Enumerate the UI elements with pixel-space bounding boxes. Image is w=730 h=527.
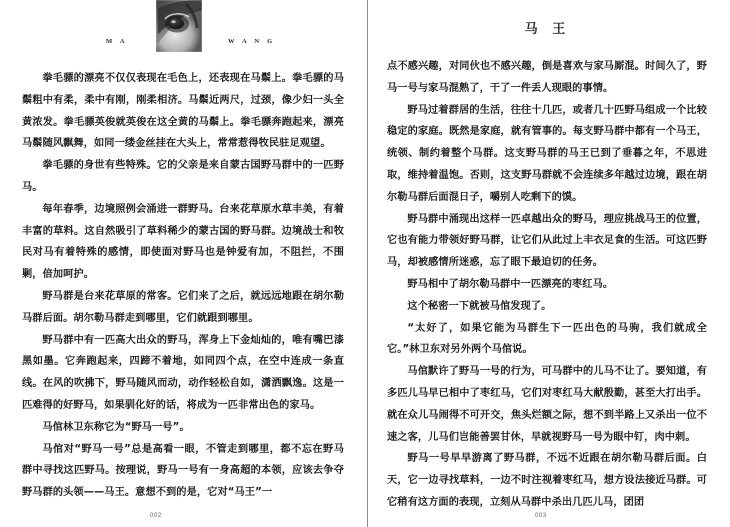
page-number-left: 002 — [150, 513, 162, 519]
paragraph: 野马群中涌现出这样一匹卓越出众的野马，理应挑战马王的位置，它也有能力带领好野马群，让它们从此过上丰衣足食的生活。可这匹野马，却被感情所迷惑，忘了眼下最迫切的任务。 — [387, 213, 707, 269]
paragraph: 这个秘密一下就被马倌发现了。 — [407, 300, 552, 312]
paragraph: 野马群是台来花草原的常客。它们来了之后，就远远地跟在胡尔勒马群后面。胡尔勒马群走到哪里，它们就跟到哪里。 — [22, 290, 344, 324]
paragraph: 野马一号早早游离了野马群，不远不近跟在胡尔勒马群后面。白天，它一边寻找草料，一边不时注视着枣红马，想方设法接近马群。可它稍有这方面的表现，立刻从马群中杀出几匹儿马，团团 — [387, 453, 707, 508]
running-head-word-ma: M A — [106, 38, 128, 45]
paragraph: 每年春季，边境照例会涌进一群野马。台来花草原水草丰美，有着丰富的草料。这自然吸引了草料稀少的蒙古国的野马群。边境战士和牧民对马有着特殊的感情，即使面对野马也是钟爱有加，不阻拦，不围剿，倍加呵护。 — [22, 203, 344, 281]
right-page-body — [387, 56, 707, 514]
right-page — [365, 0, 730, 527]
horse-eye-photo — [156, 0, 202, 52]
paragraph: 野马过着群居的生活，往往十几匹，或者几十匹野马组成一个比较稳定的家庭。既然是家庭，就有管事的。每支野马群中都有一个马王，统领、制约着整个马群。这支野马群的马王已到了垂暮之年，不思进取，维持着温饱。否则，这支野马群就不会连续多年越过边境，跟在胡尔勒马群后面混日子，嚼别人吃剩下的馍。 — [387, 104, 707, 203]
page-number-right: 003 — [535, 513, 547, 519]
left-running-head — [22, 0, 347, 68]
running-head-word-wang: W A N G — [228, 38, 276, 45]
paragraph: 拳毛骠的身世有些特殊。它的父亲是来自蒙古国野马群中的一匹野马。 — [22, 160, 344, 193]
left-page-body — [22, 68, 344, 504]
paragraph: 马倌默许了野马一号的行为，可马群中的儿马不让了。要知道，有多匹儿马早已相中了枣红马，它们对枣红马大献殷勤，甚至大打出手。就在众儿马闹得不可开交，焦头烂额之际，想不到半路上又杀出一位不速之客，儿马们岂能善罢甘休，早就视野马一号为眼中钉，肉中刺。 — [387, 366, 707, 443]
paragraph: 马倌林卫东称它为“野马一号”。 — [42, 421, 190, 433]
paragraph: 野马相中了胡尔勒马群中一匹漂亮的枣红马。 — [407, 278, 614, 290]
paragraph: 马倌对“野马一号”总是高看一眼，不管走到哪里，都不忘在野马群中寻找这匹野马。按理说，野马一号有一身高超的本领，应该去争夺野马群的头领——马王。意想不到的是，它对“马王”一 — [22, 443, 344, 499]
chapter-title: 马 王 — [524, 22, 571, 37]
paragraph: 拳毛骠的漂亮不仅仅表现在毛色上，还表现在马鬃上。拳毛骠的马鬃粗中有柔，柔中有刚，刚柔相济。马鬃近两尺，过颈，像少妇一头全黄浓发。拳毛骠英俊就英俊在这全黄的马鬃上。拳毛骠奔跑起来，漂亮马鬃随风飘舞，如同一缕金丝挂在大头上，常常惹得牧民驻足观望。 — [22, 73, 344, 150]
right-running-head — [387, 0, 708, 56]
paragraph: 点不感兴趣，对同伙也不感兴趣，倒是喜欢与家马厮混。时间久了，野马一号与家马混熟了，干了一件丢人现眼的事情。 — [387, 61, 707, 94]
paragraph: 野马群中有一匹高大出众的野马，浑身上下金灿灿的，唯有嘴巴漆黑如墨。它奔跑起来，四蹄不着地，如同四个点，在空中连成一条直线。在风的吹拂下，野马随风而动，动作轻松自如，潇洒飘逸。这是一匹难得的好野马，如果驯化好的话，将成为一匹非常出色的家马。 — [22, 334, 344, 411]
paragraph: “太好了，如果它能为马群生下一匹出色的马驹，我们就成全它。”林卫东对另外两个马倌说。 — [387, 322, 707, 356]
